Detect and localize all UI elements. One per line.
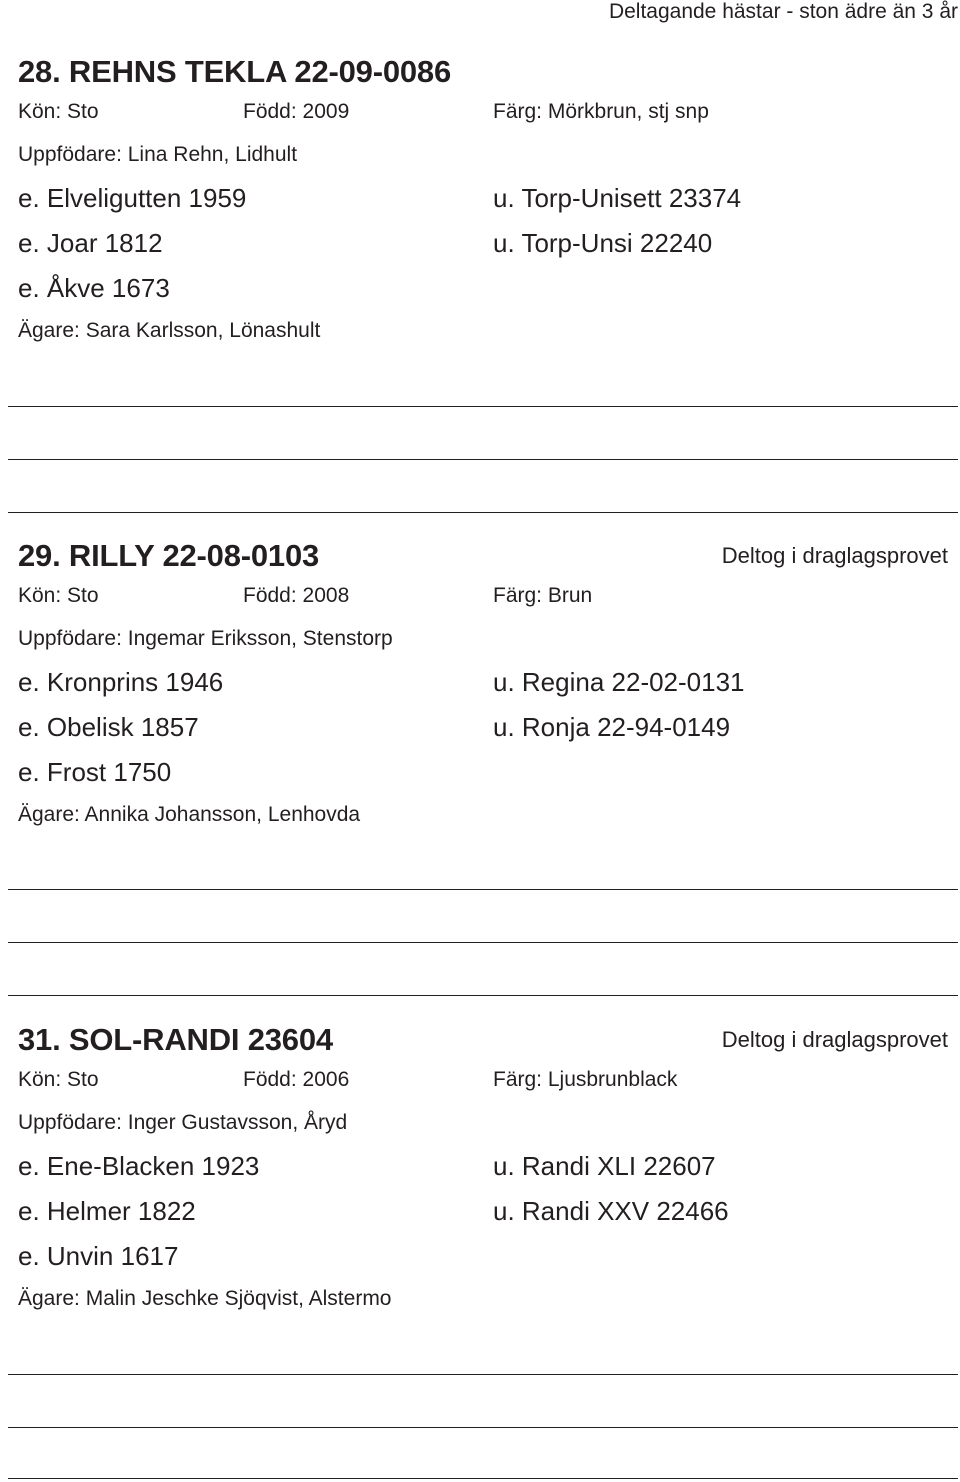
pedigree-row (18, 266, 948, 311)
horse-entry (18, 52, 948, 353)
sex-field: Kön: Sto (18, 100, 99, 123)
pedigree-row (18, 1144, 948, 1189)
sire-sire-field: e. Joar 1812 (18, 228, 163, 258)
divider-line (8, 512, 958, 513)
color-field: Färg: Brun (493, 584, 593, 607)
birth-year-field: Född: 2009 (243, 100, 350, 123)
horse-info-row (18, 92, 948, 134)
horse-info-row (18, 576, 948, 618)
dam-field: u. Torp-Unisett 23374 (493, 183, 742, 213)
dam-dam-field: u. Randi XXV 22466 (493, 1196, 729, 1226)
pedigree-row (18, 176, 948, 221)
sire-field: e. Elveligutten 1959 (18, 183, 247, 213)
entry-title: 28. REHNS TEKLA 22-09-0086 (18, 54, 451, 89)
color-field: Färg: Ljusbrunblack (493, 1068, 678, 1091)
entry-title: 29. RILLY 22-08-0103 (18, 538, 320, 573)
owner-field: Ägare: Annika Johansson, Lenhovda (18, 803, 361, 826)
dam-dam-field: u. Torp-Unsi 22240 (493, 228, 713, 258)
birth-year-field: Född: 2008 (243, 584, 350, 607)
sex-field: Kön: Sto (18, 1068, 99, 1091)
breeder-field: Uppfödare: Inger Gustavsson, Åryd (18, 1111, 348, 1134)
dam-dam-field: u. Ronja 22-94-0149 (493, 712, 731, 742)
pedigree-row (18, 1189, 948, 1234)
birth-year-field: Född: 2006 (243, 1068, 350, 1091)
divider-line (8, 995, 958, 996)
divider-line (8, 459, 958, 460)
pedigree-row (18, 1234, 948, 1279)
owner-field: Ägare: Malin Jeschke Sjöqvist, Alstermo (18, 1287, 392, 1310)
dam-field: u. Randi XLI 22607 (493, 1151, 716, 1181)
sire-sire-field: e. Obelisk 1857 (18, 712, 199, 742)
entry-title-row (18, 536, 948, 576)
participation-note: Deltog i draglagsprovet (721, 1027, 948, 1052)
horse-info-row (18, 1060, 948, 1102)
dam-field: u. Regina 22-02-0131 (493, 667, 745, 697)
sire-field: e. Ene-Blacken 1923 (18, 1151, 260, 1181)
sex-field: Kön: Sto (18, 584, 99, 607)
divider-line (8, 1374, 958, 1375)
breeder-field: Uppfödare: Ingemar Eriksson, Stenstorp (18, 627, 393, 650)
sire-sire-sire-field: e. Unvin 1617 (18, 1241, 179, 1271)
divider-line (8, 1478, 958, 1479)
horse-entry (18, 1020, 948, 1321)
breeder-field: Uppfödare: Lina Rehn, Lidhult (18, 143, 298, 166)
pedigree-row (18, 705, 948, 750)
entry-title-row (18, 52, 948, 92)
pedigree-row (18, 750, 948, 795)
owner-field: Ägare: Sara Karlsson, Lönashult (18, 319, 321, 342)
divider-line (8, 1427, 958, 1428)
participation-note: Deltog i draglagsprovet (721, 543, 948, 568)
pedigree-row (18, 221, 948, 266)
page-header-category: Deltagande hästar - ston ädre än 3 år (608, 0, 958, 23)
pedigree-row (18, 660, 948, 705)
divider-line (8, 889, 958, 890)
divider-line (8, 942, 958, 943)
entry-title: 31. SOL-RANDI 23604 (18, 1022, 333, 1057)
horse-entry (18, 536, 948, 837)
sire-sire-sire-field: e. Åkve 1673 (18, 273, 170, 303)
entry-title-row (18, 1020, 948, 1060)
sire-sire-sire-field: e. Frost 1750 (18, 757, 172, 787)
color-field: Färg: Mörkbrun, stj snp (493, 100, 709, 123)
divider-line (8, 406, 958, 407)
sire-sire-field: e. Helmer 1822 (18, 1196, 196, 1226)
sire-field: e. Kronprins 1946 (18, 667, 224, 697)
